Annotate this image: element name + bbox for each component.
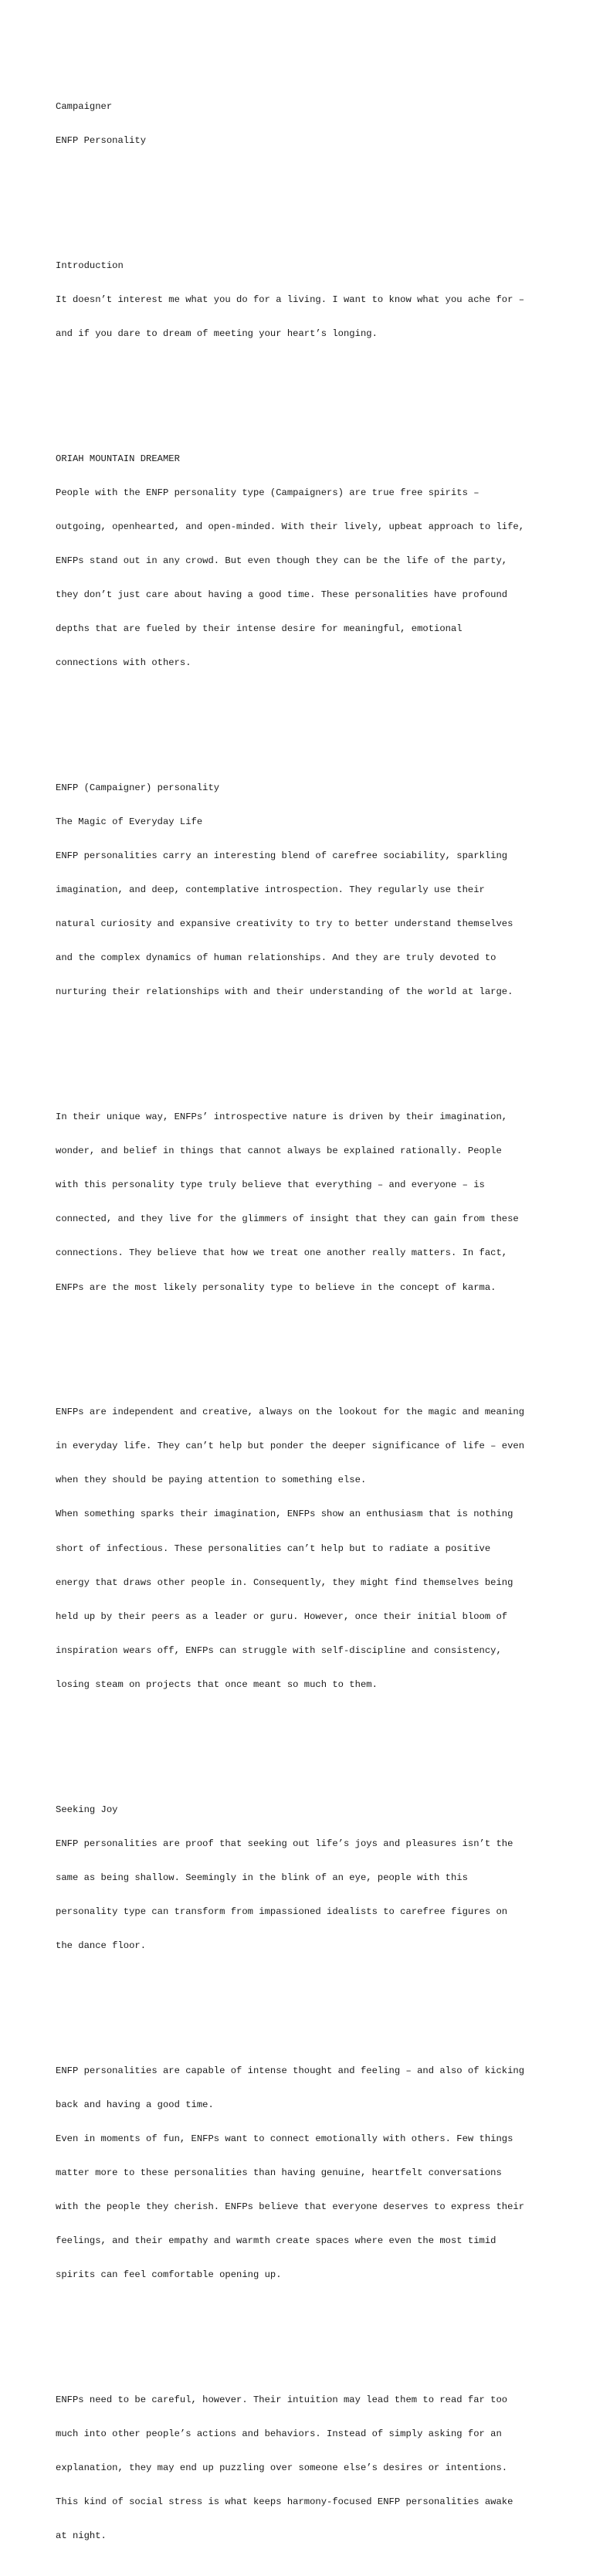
text-line: they don’t just care about having a good time. These personalities have profound bbox=[56, 589, 508, 600]
text-line: People with the ENFP personality type (Campaigners) are true free spirits – bbox=[56, 487, 479, 498]
section-heading-introduction: Introduction bbox=[56, 260, 124, 271]
paragraph-gap bbox=[56, 2327, 550, 2338]
text-line: In their unique way, ENFPs’ introspective nature is driven by their imagination, bbox=[56, 1112, 508, 1123]
text-line: personality type can transform from impassioned idealists to carefree figures on bbox=[56, 1906, 508, 1917]
seeking-joy-block bbox=[56, 1781, 550, 1974]
text-line: ENFP personalities are proof that seeking out life’s joys and pleasures isn’t the bbox=[56, 1838, 513, 1849]
text-line: wonder, and belief in things that cannot always be explained rationally. People bbox=[56, 1145, 502, 1157]
text-line: ENFPs are the most likely personality type to believe in the concept of karma. bbox=[56, 1281, 496, 1293]
text-line: imagination, and deep, contemplative introspection. They regularly use their bbox=[56, 884, 485, 896]
text-line: matter more to these personalities than having genuine, heartfelt conversations bbox=[56, 2167, 502, 2179]
text-line: explanation, they may end up puzzling over someone else’s desires or intentions. bbox=[56, 2462, 508, 2474]
text-line: much into other people’s actions and behaviors. Instead of simply asking for an bbox=[56, 2428, 502, 2440]
paragraph-gap bbox=[56, 1736, 550, 1747]
paragraph-gap bbox=[56, 1339, 550, 1350]
introduction-block bbox=[56, 237, 550, 362]
text-line: ENFPs are independent and creative, always on the lookout for the magic and meaning bbox=[56, 1407, 525, 1418]
document-page bbox=[56, 56, 550, 2576]
text-line: This kind of social stress is what keeps harmony-focused ENFP personalities awake bbox=[56, 2496, 513, 2508]
text-line: with this personality type truly believe that everything – and everyone – is bbox=[56, 1179, 485, 1191]
introspection-block bbox=[56, 1089, 550, 1316]
text-line: and if you dare to dream of meeting your heart’s longing. bbox=[56, 328, 378, 339]
text-line: ENFPs stand out in any crowd. But even though they can be the life of the party, bbox=[56, 555, 508, 566]
text-line: back and having a good time. bbox=[56, 2099, 214, 2110]
text-line: connections with others. bbox=[56, 657, 191, 669]
overview-block bbox=[56, 430, 550, 691]
text-line: spirits can feel comfortable opening up. bbox=[56, 2269, 282, 2281]
section-heading-seeking-joy: Seeking Joy bbox=[56, 1804, 118, 1815]
doc-title: Campaigner bbox=[56, 100, 113, 112]
text-line: same as being shallow. Seemingly in the blink of an eye, people with this bbox=[56, 1872, 468, 1883]
social-stress-block bbox=[56, 2372, 550, 2565]
text-line: When something sparks their imagination, ENFPs show an enthusiasm that is nothing bbox=[56, 1509, 513, 1520]
text-line: and the complex dynamics of human relationships. And they are truly devoted to bbox=[56, 952, 496, 964]
text-line: held up by their peers as a leader or guru. However, once their initial bloom of bbox=[56, 1610, 508, 1622]
text-line: energy that draws other people in. Consequently, they might find themselves being bbox=[56, 1576, 513, 1588]
attribution-line: ORIAH MOUNTAIN DREAMER bbox=[56, 453, 180, 464]
text-line: depths that are fueled by their intense desire for meaningful, emotional bbox=[56, 623, 463, 634]
doc-subtitle: ENFP Personality bbox=[56, 134, 147, 146]
paragraph-gap bbox=[56, 714, 550, 726]
text-line: ENFP personalities are capable of intense thought and feeling – and also of kicking bbox=[56, 2065, 525, 2076]
paragraph-gap bbox=[56, 1997, 550, 2009]
text-line: when they should be paying attention to something else. bbox=[56, 1475, 367, 1486]
paragraph-gap bbox=[56, 1044, 550, 1055]
text-line: losing steam on projects that once meant so much to them. bbox=[56, 1678, 378, 1690]
text-line: connected, and they live for the glimmers of insight that they can gain from these bbox=[56, 1213, 519, 1225]
text-line: Even in moments of fun, ENFPs want to connect emotionally with others. Few things bbox=[56, 2133, 513, 2144]
text-line: natural curiosity and expansive creativity to try to better understand themselves bbox=[56, 918, 513, 930]
section-heading-personality: ENFP (Campaigner) personality bbox=[56, 782, 220, 793]
text-line: ENFP personalities carry an interesting blend of carefree sociability, sparkling bbox=[56, 850, 508, 861]
text-line: in everyday life. They can’t help but ponder the deeper significance of life – even bbox=[56, 1441, 525, 1452]
title-block bbox=[56, 78, 550, 169]
text-line: inspiration wears off, ENFPs can struggle with self-discipline and consistency, bbox=[56, 1644, 502, 1656]
section-heading-magic: The Magic of Everyday Life bbox=[56, 816, 203, 827]
feeling-block bbox=[56, 2042, 550, 2303]
text-line: at night. bbox=[56, 2530, 107, 2542]
text-line: with the people they cherish. ENFPs believe that everyone deserves to express their bbox=[56, 2201, 525, 2213]
text-line: short of infectious. These personalities can’t help but to radiate a positive bbox=[56, 1543, 491, 1554]
magic-block bbox=[56, 759, 550, 1020]
text-line: nurturing their relationships with and their understanding of the world at large. bbox=[56, 986, 513, 998]
independence-block bbox=[56, 1384, 550, 1713]
paragraph-gap bbox=[56, 385, 550, 396]
text-line: connections. They believe that how we treat one another really matters. In fact, bbox=[56, 1247, 508, 1259]
text-line: It doesn’t interest me what you do for a living. I want to know what you ache for – bbox=[56, 294, 525, 305]
text-line: outgoing, openhearted, and open-minded. With their lively, upbeat approach to life, bbox=[56, 521, 525, 532]
text-line: feelings, and their empathy and warmth create spaces where even the most timid bbox=[56, 2235, 496, 2247]
text-line: the dance floor. bbox=[56, 1940, 147, 1952]
text-line: ENFPs need to be careful, however. Their intuition may lead them to read far too bbox=[56, 2394, 508, 2405]
paragraph-gap bbox=[56, 192, 550, 203]
